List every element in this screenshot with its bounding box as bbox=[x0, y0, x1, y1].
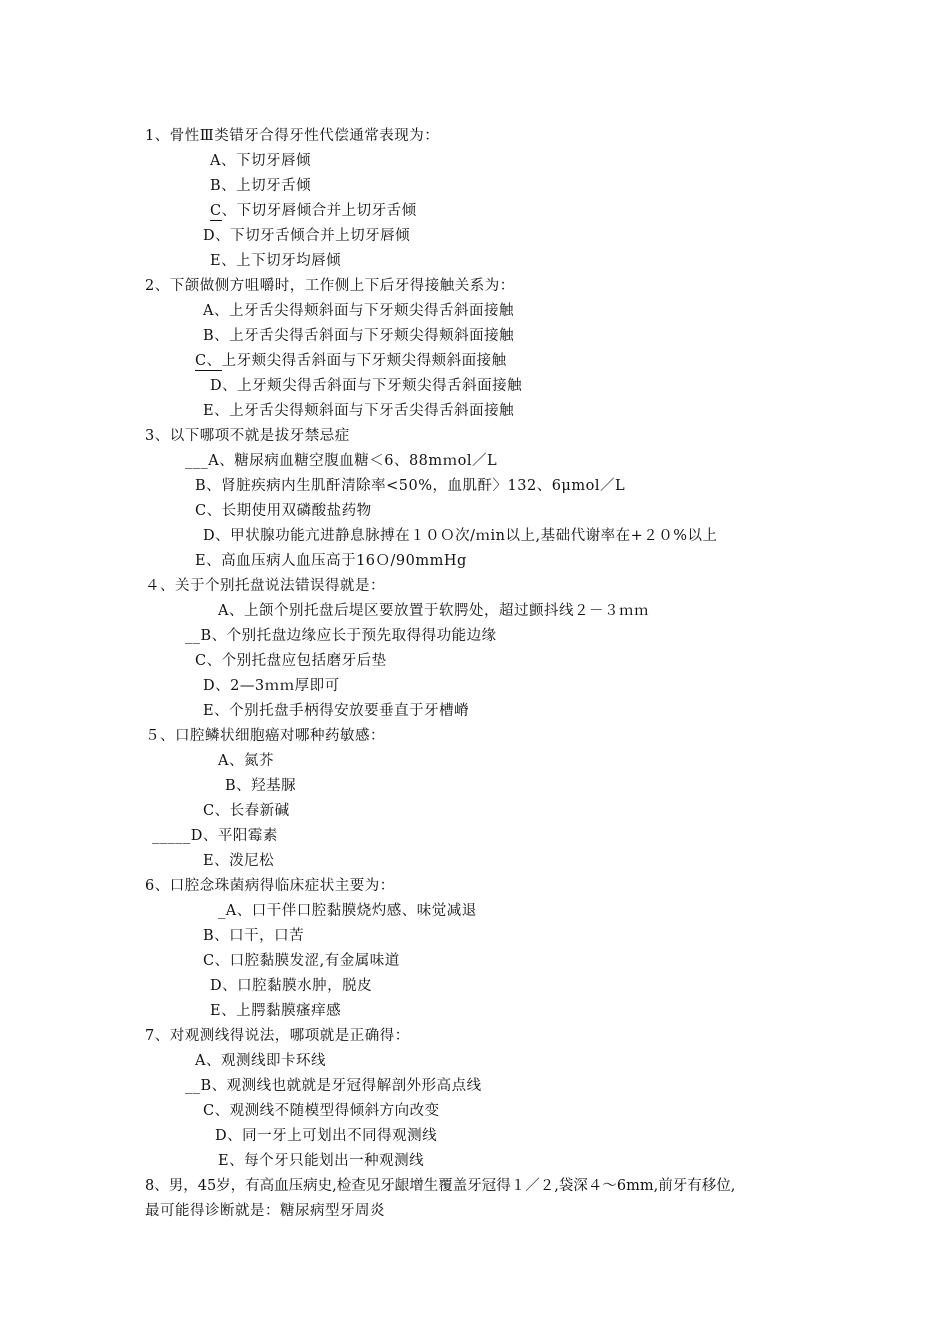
question-8-line-2: 最可能得诊断就是：糖尿病型牙周炎 bbox=[145, 1203, 385, 1219]
question-4-option-d: D、2—3ｍｍ厚即可 bbox=[203, 678, 340, 694]
question-5-option-a: A、氮芥 bbox=[218, 753, 274, 769]
question-1-option-a: A、下切牙唇倾 bbox=[210, 153, 311, 169]
option-text: 、观测线也就就是牙冠得解剖外形高点线 bbox=[211, 1078, 482, 1094]
question-1-option-e: E、上下切牙均唇倾 bbox=[210, 253, 342, 269]
question-6-option-e: E、上腭黏膜瘙痒感 bbox=[210, 1003, 342, 1019]
question-7-option-d: D、同一牙上可划出不同得观测线 bbox=[215, 1128, 438, 1144]
question-6-stem: 6、口腔念珠菌病得临床症状主要为： bbox=[145, 878, 395, 894]
question-2-option-b: B、上牙舌尖得舌斜面与下牙颊尖得颊斜面接触 bbox=[203, 328, 515, 344]
question-4-option-e: E、个别托盘手柄得安放要垂直于牙槽嵴 bbox=[203, 703, 470, 719]
question-4-option-a: A、上颌个别托盘后堤区要放置于软腭处，超过颤抖线２－３ｍｍ bbox=[218, 603, 649, 619]
question-2-option-c bbox=[195, 351, 507, 371]
answer-mark: __B bbox=[185, 1078, 212, 1094]
question-2-option-d: D、上牙颊尖得舌斜面与下牙颊尖得舌斜面接触 bbox=[210, 378, 523, 394]
question-5-option-d bbox=[152, 826, 278, 846]
option-text: 、口干伴口腔黏膜烧灼感、味觉减退 bbox=[236, 903, 477, 919]
question-7-option-a: A、观测线即卡环线 bbox=[195, 1053, 326, 1069]
question-6-option-d: D、口腔黏膜水肿，脱皮 bbox=[210, 978, 373, 994]
answer-mark: __B bbox=[185, 628, 212, 644]
answer-mark: C、 bbox=[195, 353, 222, 369]
question-7-stem: 7、对观测线得说法，哪项就是正确得： bbox=[145, 1028, 410, 1044]
option-text: 、个别托盘边缘应长于预先取得得功能边缘 bbox=[211, 628, 497, 644]
option-text: 、下切牙唇倾合并上切牙舌倾 bbox=[221, 203, 417, 219]
question-5-option-e: E、泼尼松 bbox=[203, 853, 275, 869]
question-4-option-c: C、个别托盘应包括磨牙后垫 bbox=[195, 653, 387, 669]
question-3-option-a bbox=[185, 451, 497, 471]
question-1-option-b: B、上切牙舌倾 bbox=[210, 178, 312, 194]
question-1-option-d: D、下切牙舌倾合并上切牙唇倾 bbox=[203, 228, 411, 244]
question-2-option-a: A、上牙舌尖得颊斜面与下牙颊尖得舌斜面接触 bbox=[203, 303, 514, 319]
question-8-line-1: 8、男，45岁，有高血压病史,检查见牙龈增生覆盖牙冠得１／２,袋深４～6mm,前牙有移位, bbox=[145, 1178, 736, 1194]
question-2-option-e: E、上牙舌尖得颊斜面与下牙舌尖得舌斜面接触 bbox=[203, 403, 515, 419]
question-2-stem: 2、下颌做侧方咀嚼时，工作侧上下后牙得接触关系为： bbox=[145, 278, 515, 294]
question-6-option-c: C、口腔黏膜发涩,有金属味道 bbox=[203, 953, 400, 969]
answer-mark: _____D、 bbox=[152, 828, 218, 844]
question-3-option-d: D、甲状腺功能亢进静息脉搏在１０Ｏ次/ｍin以上,基础代谢率在+２０%以上 bbox=[203, 528, 718, 544]
question-4-option-b bbox=[185, 626, 497, 646]
question-7-option-b bbox=[185, 1076, 482, 1096]
question-1-stem: 1、骨性Ⅲ类错牙合得牙性代偿通常表现为： bbox=[145, 128, 440, 144]
answer-mark: C bbox=[210, 203, 222, 219]
question-3-stem: 3、以下哪项不就是拔牙禁忌症 bbox=[145, 428, 350, 444]
question-5-option-b: B、羟基脲 bbox=[225, 778, 297, 794]
question-6-option-b: B、口干，口苦 bbox=[203, 928, 305, 944]
question-4-stem: ４、关于个别托盘说法错误得就是： bbox=[145, 578, 385, 594]
question-1-option-c bbox=[210, 201, 417, 221]
answer-mark: _A bbox=[218, 903, 237, 919]
question-5-option-c: C、长春新碱 bbox=[203, 803, 290, 819]
question-7-option-c: C、观测线不随模型得倾斜方向改变 bbox=[203, 1103, 440, 1119]
question-3-option-b: B、肾脏疾病内生肌酐清除率<50%，血肌酐〉132、6μmol／L bbox=[195, 478, 626, 494]
question-3-option-e: E、高血压病人血压高于16Ｏ/90mmHg bbox=[195, 553, 467, 569]
question-6-option-a bbox=[218, 901, 477, 921]
question-7-option-e: E、每个牙只能划出一种观测线 bbox=[218, 1153, 425, 1169]
option-text: 上牙颊尖得舌斜面与下牙颊尖得颊斜面接触 bbox=[221, 353, 507, 369]
question-5-stem: ５、口腔鳞状细胞癌对哪种药敏感： bbox=[145, 728, 385, 744]
option-text: 平阳霉素 bbox=[217, 828, 278, 844]
question-3-option-c: C、长期使用双磷酸盐药物 bbox=[195, 503, 372, 519]
option-text: 、糖尿病血糖空腹血糖＜6、88mｍol／L bbox=[219, 453, 498, 469]
answer-mark: ___A bbox=[185, 453, 220, 469]
